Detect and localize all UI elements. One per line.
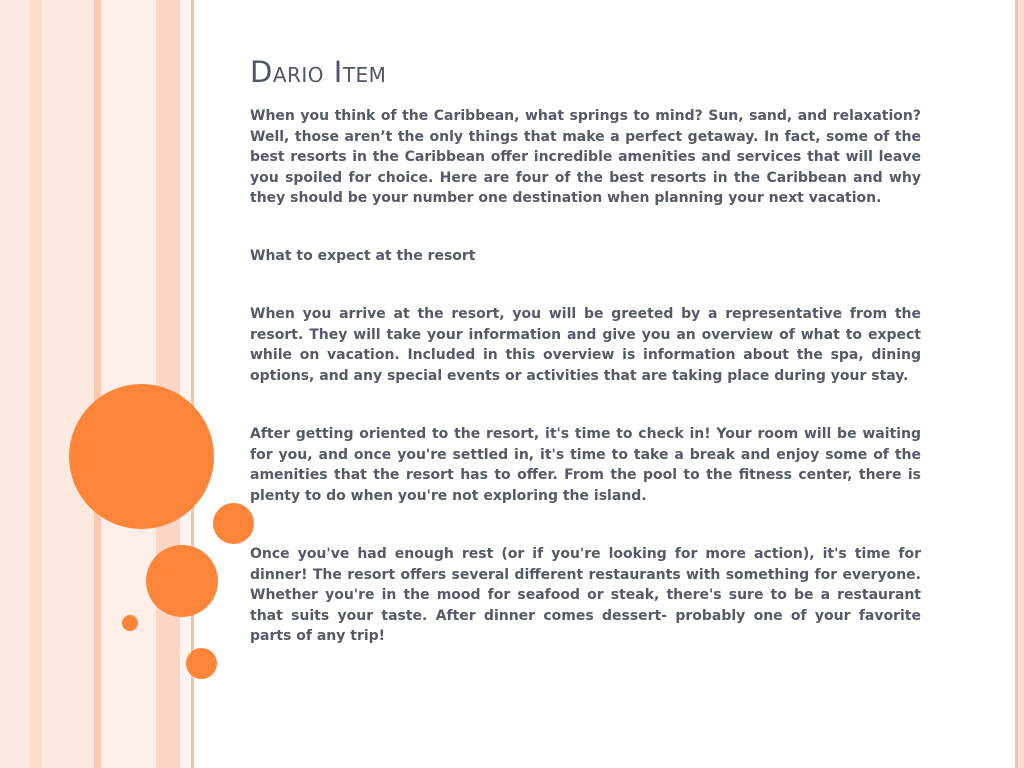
check-in-paragraph: After getting oriented to the resort, it's time to check in! Your room will be waiting for you, and once you're settled in, it's time to take a break and enjoy some of the amenities that the resort has to offer. From the pool to the fitness center, there is plenty to do when you're not exploring the island.: [250, 426, 921, 504]
decor-stripe: [1018, 0, 1024, 768]
decor-stripe: [0, 0, 30, 768]
dinner-paragraph: Once you've had enough rest (or if you're looking for more action), it's time for dinner! The resort offers several different restaurants with something for everyone. Whether you're in the mood for seafood or steak, there's sure to be a restaurant that suits your taste. After dinner comes dessert- probably one of your favorite parts of any trip!: [250, 546, 921, 644]
decor-stripe: [156, 0, 180, 768]
decor-stripe: [94, 0, 101, 768]
decor-circle: [122, 615, 138, 631]
section-heading: What to expect at the resort: [250, 247, 476, 264]
decor-stripe: [42, 0, 94, 768]
decor-circle: [213, 503, 254, 544]
decor-circle: [186, 648, 217, 679]
slide-title: Dario Item: [250, 55, 387, 89]
intro-paragraph: When you think of the Caribbean, what springs to mind? Sun, sand, and relaxation? Well, those aren’t the only things that make a perfect getaway. In fact, some of the best resorts in the Caribbean offer incredible amenities and services that will leave you spoiled for choice. Here are four of the best resorts in the Caribbean and why they should be your number one destination when planning your next vacation.: [250, 108, 921, 206]
decor-circle: [69, 384, 214, 529]
slide-content: [250, 52, 921, 647]
arrival-paragraph: When you arrive at the resort, you will be greeted by a representative from the resort. They will take your information and give you an overview of what to expect while on vacation. Included in this overview is information about the spa, dining options, and any special events or activities that are taking place during your stay.: [250, 306, 921, 384]
decor-circle: [146, 545, 218, 617]
decor-stripe: [30, 0, 42, 768]
